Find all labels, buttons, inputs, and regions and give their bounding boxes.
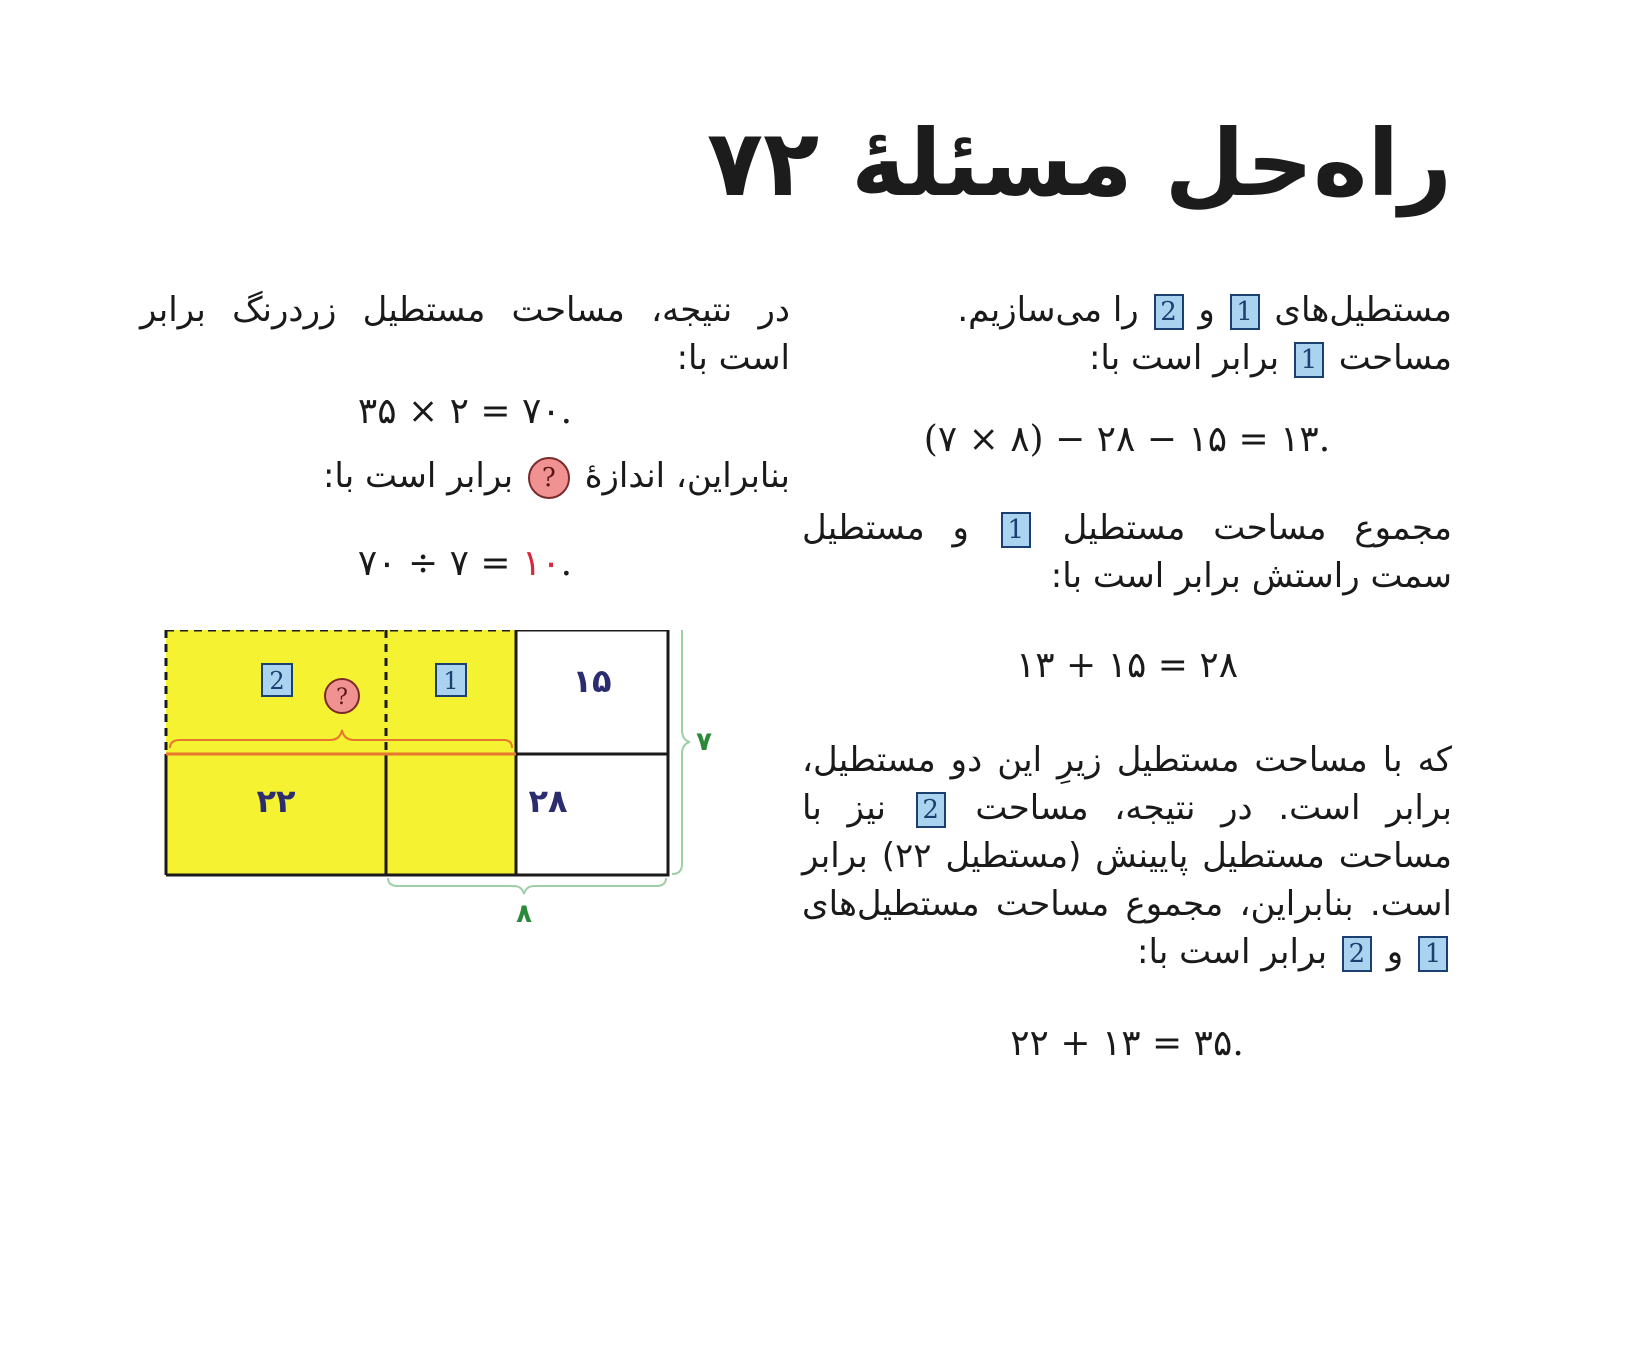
equation-1: (۷ × ۸) − ۲۸ − ۱۵ = ۱۳. [923, 419, 1331, 460]
badge-one: 1 [1230, 294, 1260, 330]
side-brace [672, 630, 690, 874]
left-column [140, 286, 790, 588]
diagram-question-mark: ? [336, 685, 348, 710]
question-badge: ? [528, 457, 570, 499]
rectangle-diagram [160, 630, 760, 930]
badge-two: 2 [1154, 294, 1184, 330]
bottom-brace [388, 878, 666, 894]
badge-two: 2 [916, 792, 946, 828]
right-column [802, 286, 1452, 1068]
left-paragraph-2: بنابراین، اندازهٔ ? برابر است با: [140, 452, 790, 500]
cell-label-22: ۲۲ [256, 782, 296, 820]
page-title: راه‌حل مسئلهٔ ۷۲ [706, 110, 1452, 217]
badge-one: 1 [1294, 342, 1324, 378]
bottom-label-8: ۸ [516, 899, 532, 929]
badge-one: 1 [1418, 936, 1448, 972]
cell-label-15: ۱۵ [572, 662, 612, 700]
equation-2: ۱۳ + ۱۵ = ۲۸ [1015, 645, 1239, 686]
right-paragraph-2: مساحت 1 برابر است با: [1088, 338, 1452, 378]
equation-3: ۲۲ + ۱۳ = ۳۵. [1010, 1023, 1244, 1064]
cell-label-28: ۲۸ [528, 782, 568, 820]
right-paragraph-4: که با مساحت مستطیل زیرِ این دو مستطیل، برابر است. در نتیجه، مساحت 2 نیز با مساحت مستطیل پایینش (مستطیل ۲۲) برابر است. بنابراین، مجموع مساحت مستطیل‌های 1 و 2 برابر است با: [802, 740, 1453, 972]
diagram-badge-two: 2 [269, 667, 285, 695]
right-paragraph-3: مجموع مساحت مستطیل 1 و مستطیل سمت راستش برابر است با: [802, 508, 1453, 596]
badge-two: 2 [1342, 936, 1372, 972]
left-paragraph-1: در نتیجه، مساحت مستطیل زردرنگ برابر است با: [140, 290, 790, 378]
badge-one: 1 [1001, 512, 1031, 548]
equation-4: ۳۵ × ۲ = ۷۰. [357, 391, 573, 432]
answer-value: ۱۰ [521, 543, 561, 584]
diagram-badge-one: 1 [443, 667, 459, 695]
right-paragraph-1: مستطیل‌های 1 و 2 را می‌سازیم. [957, 290, 1452, 330]
equation-5: ۷۰ ÷ ۷ = ۱۰. [357, 543, 573, 584]
side-label-7: ۷ [696, 727, 712, 757]
